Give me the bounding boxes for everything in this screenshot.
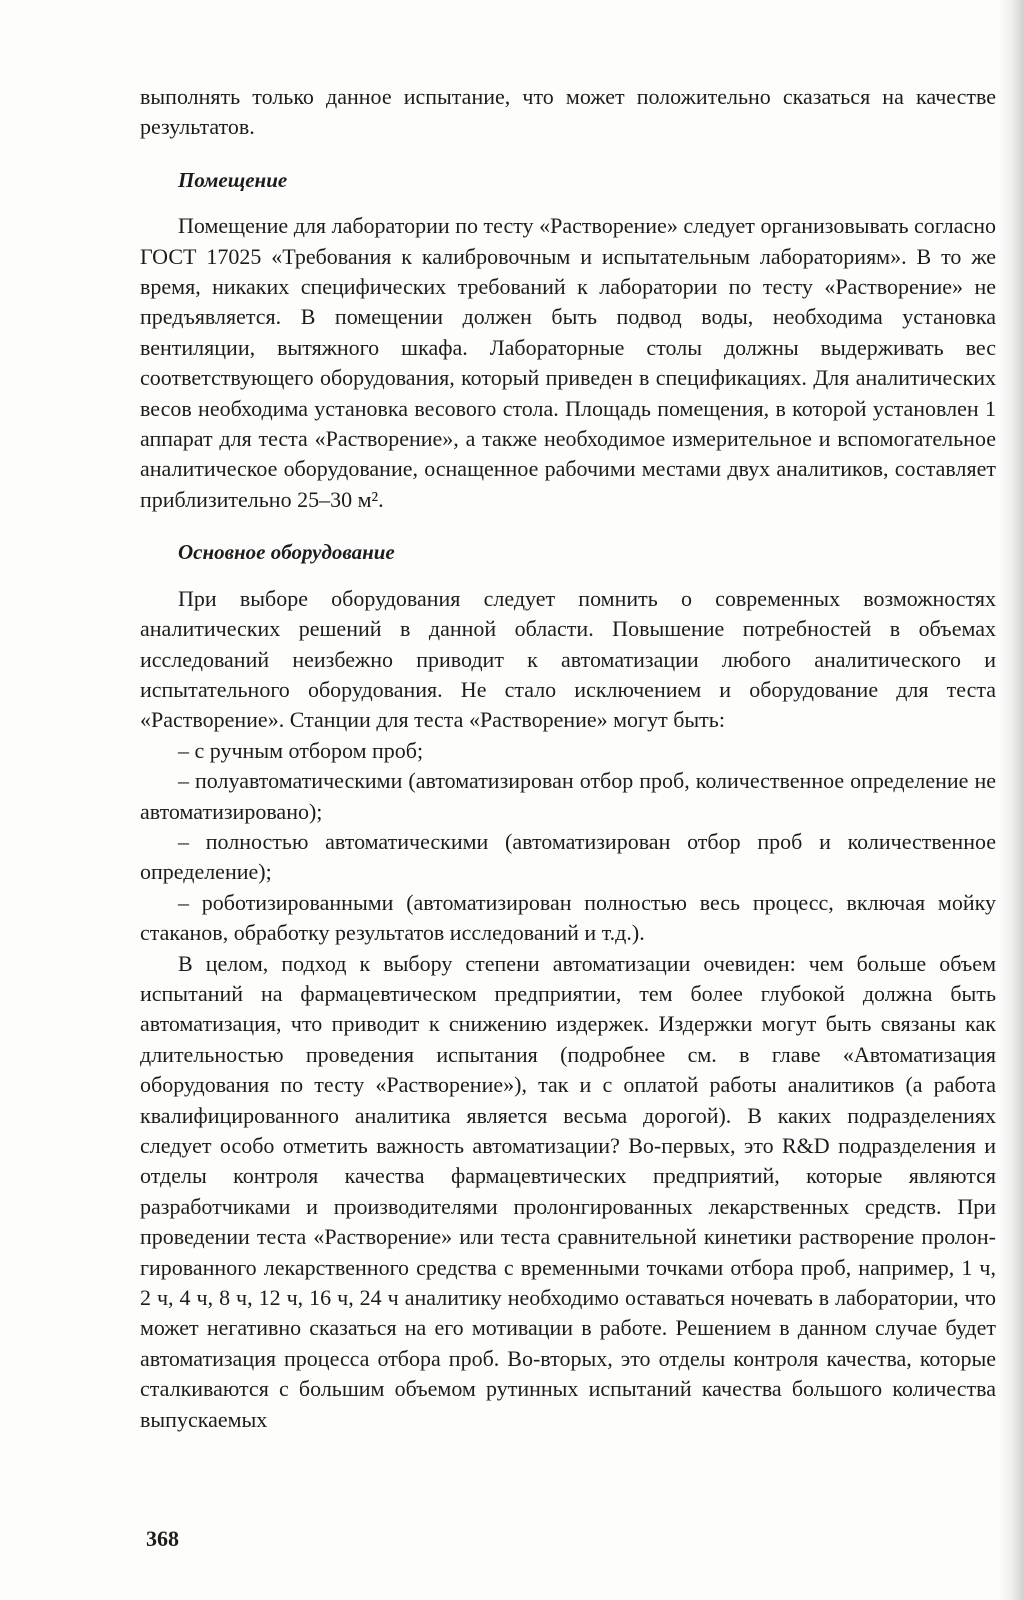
paragraph-room: Помещение для лаборатории по тесту «Растворение» следует организовывать согласно ГОСТ 17025 «Требования к калибровочным и испытательным лабораториям». В то же время, никаких специфических требований к лаборатории по тесту «Растворение» не предъявляется. В помещении должен быть подвод воды, необходима установка вентиляции, вытяжного шкафа. Лабораторные столы должны выдерживать вес соответствующего оборудования, который приведен в спецификациях. Для аналитических весов необходима установка весового стола. Площадь помещения, в которой установлен 1 аппарат для теста «Растворение», а также необходимое измерительное и вспомогательное аналитическое оборудование, оснащенное рабочими местами двух аналитиков, составляет приблизительно 25–30 м².	[140, 213, 996, 512]
section-heading-equipment: Основное оборудование	[178, 540, 395, 565]
text-column	[140, 82, 996, 1435]
paragraph-continuation: выполнять только данное испытание, что может положительно сказаться на качестве результатов.	[140, 84, 996, 140]
list-item: – полностью автоматическими (автоматизирован отбор проб и количественное определение);	[140, 828, 996, 885]
paragraph-automation: В целом, подход к выбору степени автоматизации очевиден: чем больше объем испытаний на фармацевтическом предприятии, тем более глубокой должна быть автоматизация, что приводит к снижению издержек. Издержки могут быть связаны как длительностью проведения испытания (подробнее см. в главе «Автоматизация оборудования по тесту «Растворение»), так и с оплатой работы аналитиков (а работа квалифицированного аналитика является весьма дорогой). В каких подразделениях следует особо отметить важность автоматизации? Во-первых, это R&D подразделения и отделы контроля качества фармацевтических предприятий, которые являются разработчиками и производителями пролонгированных лекарственных средств. При проведении теста «Растворение» или теста сравнительной кинетики растворение пролонгированного лекарственного средства с временными точками отбора проб, например, 1 ч, 2 ч, 4 ч, 8 ч, 12 ч, 16 ч, 24 ч аналитику необходимо оставаться ночевать в лаборатории, что может негативно сказаться на его мотивации в работе. Решением в данном случае будет автоматизация процесса отбора проб. Во-вторых, это отделы контроля качества, которые сталкиваются с большим объемом рутинных испытаний качества большого количества выпускаемых	[140, 950, 996, 1432]
list-item: – роботизированными (автоматизирован полностью весь процесс, включая мойку стаканов, обработку результатов исследований и т.д.).	[140, 889, 996, 946]
page-number: 368	[146, 1526, 179, 1551]
paragraph-equipment: При выборе оборудования следует помнить о современных возможностях аналитических решений в данной области. Повышение потребностей в объемах исследований неизбежно приводит к автоматизации любого аналитического и испытательного оборудования. Не стало исключением и оборудование для теста «Растворение». Станции для теста «Растворение» могут быть:	[140, 585, 996, 733]
list-item: – полуавтоматическими (автоматизирован отбор проб, количественное определение не автоматизировано);	[140, 768, 996, 824]
page-edge-shadow	[998, 0, 1024, 1600]
section-heading-room: Помещение	[178, 167, 288, 192]
list-item: – с ручным отбором проб;	[178, 737, 424, 763]
